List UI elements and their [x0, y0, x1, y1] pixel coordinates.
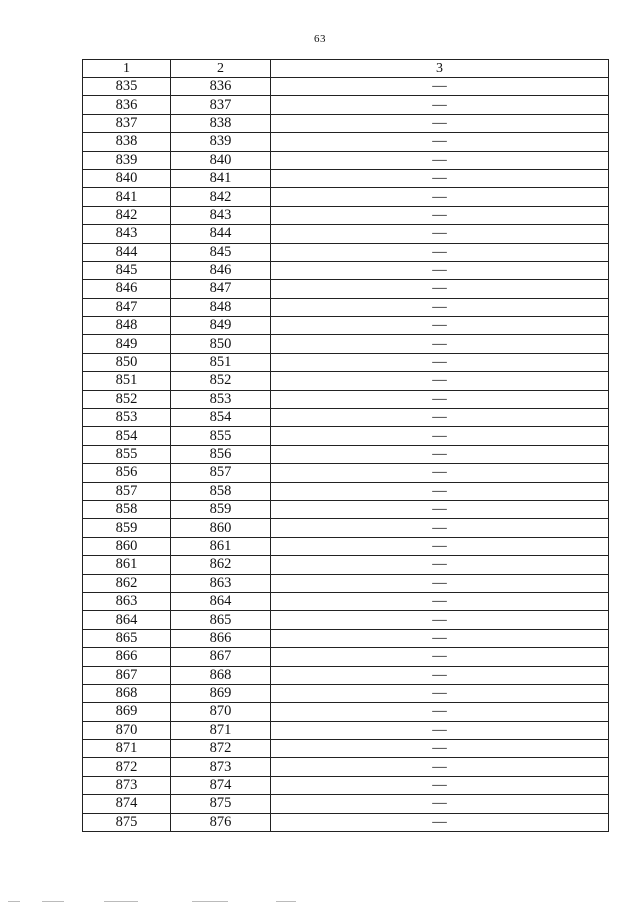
scan-artifact [192, 901, 228, 902]
table-cell-col3: — [271, 556, 609, 574]
table-cell-col2: 867 [171, 648, 271, 666]
table-cell-col1: 841 [83, 188, 171, 206]
table-row [83, 114, 609, 132]
table-cell-col1: 874 [83, 795, 171, 813]
table-cell-col2: 844 [171, 225, 271, 243]
table-cell-col3: — [271, 611, 609, 629]
table-row [83, 188, 609, 206]
table-cell-col2: 876 [171, 813, 271, 831]
table-cell-col2: 839 [171, 133, 271, 151]
table-row [83, 666, 609, 684]
table-cell-col3: — [271, 482, 609, 500]
table-cell-col1: 849 [83, 335, 171, 353]
table-cell-col1: 862 [83, 574, 171, 592]
table-cell-col3: — [271, 409, 609, 427]
table-cell-col1: 845 [83, 261, 171, 279]
table-cell-col2: 874 [171, 776, 271, 794]
table-row [83, 409, 609, 427]
table-cell-col3: — [271, 243, 609, 261]
table-row [83, 500, 609, 518]
table-cell-col2: 873 [171, 758, 271, 776]
table-cell-col1: 858 [83, 500, 171, 518]
table-cell-col2: 875 [171, 795, 271, 813]
table-cell-col1: 870 [83, 721, 171, 739]
table-cell-col1: 869 [83, 703, 171, 721]
table-cell-col3: — [271, 758, 609, 776]
table-cell-col2: 843 [171, 206, 271, 224]
table-row [83, 243, 609, 261]
table-row [83, 795, 609, 813]
table-cell-col2: 865 [171, 611, 271, 629]
table-cell-col1: 851 [83, 372, 171, 390]
table-cell-col3: — [271, 114, 609, 132]
table-cell-col1: 861 [83, 556, 171, 574]
table-cell-col1: 840 [83, 169, 171, 187]
table-cell-col3: — [271, 225, 609, 243]
table-cell-col2: 870 [171, 703, 271, 721]
table-cell-col3: — [271, 188, 609, 206]
table-cell-col3: — [271, 666, 609, 684]
table-row [83, 684, 609, 702]
table-cell-col3: — [271, 721, 609, 739]
table-cell-col3: — [271, 519, 609, 537]
table-row [83, 151, 609, 169]
table-cell-col2: 851 [171, 353, 271, 371]
table-cell-col1: 875 [83, 813, 171, 831]
scan-artifact [8, 901, 20, 902]
table-cell-col3: — [271, 317, 609, 335]
table-row [83, 721, 609, 739]
table-cell-col1: 854 [83, 427, 171, 445]
table-cell-col2: 848 [171, 298, 271, 316]
table-cell-col1: 873 [83, 776, 171, 794]
table-row [83, 169, 609, 187]
table-cell-col2: 872 [171, 740, 271, 758]
table-cell-col3: — [271, 96, 609, 114]
table-cell-col1: 855 [83, 445, 171, 463]
table-row [83, 776, 609, 794]
table-cell-col1: 848 [83, 317, 171, 335]
table-cell-col2: 849 [171, 317, 271, 335]
table-cell-col2: 857 [171, 464, 271, 482]
table-cell-col1: 842 [83, 206, 171, 224]
table-cell-col3: — [271, 78, 609, 96]
table-row [83, 317, 609, 335]
table-cell-col3: — [271, 390, 609, 408]
table-cell-col3: — [271, 629, 609, 647]
table-cell-col1: 857 [83, 482, 171, 500]
table-cell-col3: — [271, 703, 609, 721]
column-header-3: 3 [271, 60, 609, 78]
table-cell-col2: 850 [171, 335, 271, 353]
table-cell-col1: 835 [83, 78, 171, 96]
table-cell-col3: — [271, 740, 609, 758]
table-cell-col2: 863 [171, 574, 271, 592]
table-cell-col2: 856 [171, 445, 271, 463]
table-cell-col3: — [271, 335, 609, 353]
table-cell-col1: 846 [83, 280, 171, 298]
table-cell-col2: 842 [171, 188, 271, 206]
table-cell-col1: 844 [83, 243, 171, 261]
table-cell-col1: 850 [83, 353, 171, 371]
table-cell-col3: — [271, 592, 609, 610]
table-cell-col1: 837 [83, 114, 171, 132]
table-cell-col2: 861 [171, 537, 271, 555]
table-row [83, 464, 609, 482]
table-cell-col1: 865 [83, 629, 171, 647]
scan-artifact [42, 901, 64, 902]
table-row [83, 78, 609, 96]
table-cell-col2: 836 [171, 78, 271, 96]
data-table [82, 59, 609, 832]
table-cell-col3: — [271, 169, 609, 187]
column-header-2: 2 [171, 60, 271, 78]
table-row [83, 703, 609, 721]
table-row [83, 611, 609, 629]
table-row [83, 225, 609, 243]
table-cell-col1: 859 [83, 519, 171, 537]
table-cell-col1: 863 [83, 592, 171, 610]
column-header-1: 1 [83, 60, 171, 78]
table-cell-col1: 871 [83, 740, 171, 758]
table-cell-col3: — [271, 537, 609, 555]
table-cell-col3: — [271, 427, 609, 445]
table-cell-col3: — [271, 372, 609, 390]
table-row [83, 298, 609, 316]
table-row [83, 648, 609, 666]
table-body [83, 78, 609, 832]
page-number: 63 [314, 33, 326, 45]
table-row [83, 133, 609, 151]
table-cell-col1: 853 [83, 409, 171, 427]
table-cell-col2: 852 [171, 372, 271, 390]
table-header [83, 60, 609, 78]
table-cell-col3: — [271, 133, 609, 151]
table-row [83, 335, 609, 353]
table-cell-col2: 864 [171, 592, 271, 610]
table-row [83, 372, 609, 390]
table-cell-col3: — [271, 353, 609, 371]
table-cell-col3: — [271, 464, 609, 482]
table-cell-col1: 866 [83, 648, 171, 666]
table-cell-col2: 837 [171, 96, 271, 114]
table-cell-col2: 838 [171, 114, 271, 132]
table-cell-col2: 869 [171, 684, 271, 702]
table-cell-col1: 860 [83, 537, 171, 555]
table-cell-col3: — [271, 206, 609, 224]
table-cell-col2: 866 [171, 629, 271, 647]
table-cell-col1: 864 [83, 611, 171, 629]
table-cell-col1: 839 [83, 151, 171, 169]
table-cell-col2: 854 [171, 409, 271, 427]
table-cell-col3: — [271, 151, 609, 169]
table-row [83, 206, 609, 224]
table-cell-col3: — [271, 813, 609, 831]
scan-artifact [276, 901, 296, 902]
table-row [83, 280, 609, 298]
table-row [83, 629, 609, 647]
table-row [83, 261, 609, 279]
table-cell-col3: — [271, 574, 609, 592]
table-cell-col1: 867 [83, 666, 171, 684]
table-cell-col2: 859 [171, 500, 271, 518]
table-cell-col2: 860 [171, 519, 271, 537]
table-cell-col1: 872 [83, 758, 171, 776]
table-cell-col1: 856 [83, 464, 171, 482]
table-row [83, 592, 609, 610]
table-cell-col2: 868 [171, 666, 271, 684]
table-cell-col3: — [271, 684, 609, 702]
table-cell-col2: 845 [171, 243, 271, 261]
table-cell-col1: 847 [83, 298, 171, 316]
table-cell-col1: 843 [83, 225, 171, 243]
table-cell-col2: 841 [171, 169, 271, 187]
table-row [83, 96, 609, 114]
table-row [83, 556, 609, 574]
table-cell-col3: — [271, 445, 609, 463]
table-cell-col3: — [271, 648, 609, 666]
table-row [83, 758, 609, 776]
table-cell-col3: — [271, 261, 609, 279]
table-row [83, 427, 609, 445]
table-cell-col3: — [271, 280, 609, 298]
table-cell-col1: 836 [83, 96, 171, 114]
table-row [83, 482, 609, 500]
table-row [83, 445, 609, 463]
table-cell-col2: 846 [171, 261, 271, 279]
table-cell-col1: 868 [83, 684, 171, 702]
table-cell-col3: — [271, 500, 609, 518]
table-cell-col2: 862 [171, 556, 271, 574]
table-cell-col2: 855 [171, 427, 271, 445]
table-cell-col3: — [271, 795, 609, 813]
table-row [83, 740, 609, 758]
table-row [83, 519, 609, 537]
table-cell-col1: 838 [83, 133, 171, 151]
table-cell-col1: 852 [83, 390, 171, 408]
table-row [83, 390, 609, 408]
table-cell-col2: 853 [171, 390, 271, 408]
table-cell-col3: — [271, 298, 609, 316]
table-cell-col2: 847 [171, 280, 271, 298]
table-row [83, 574, 609, 592]
table-cell-col3: — [271, 776, 609, 794]
scan-artifact [104, 901, 138, 902]
header-row [83, 60, 609, 78]
table-cell-col2: 871 [171, 721, 271, 739]
table-row [83, 353, 609, 371]
table-row [83, 813, 609, 831]
table-cell-col2: 840 [171, 151, 271, 169]
table-cell-col2: 858 [171, 482, 271, 500]
table-row [83, 537, 609, 555]
